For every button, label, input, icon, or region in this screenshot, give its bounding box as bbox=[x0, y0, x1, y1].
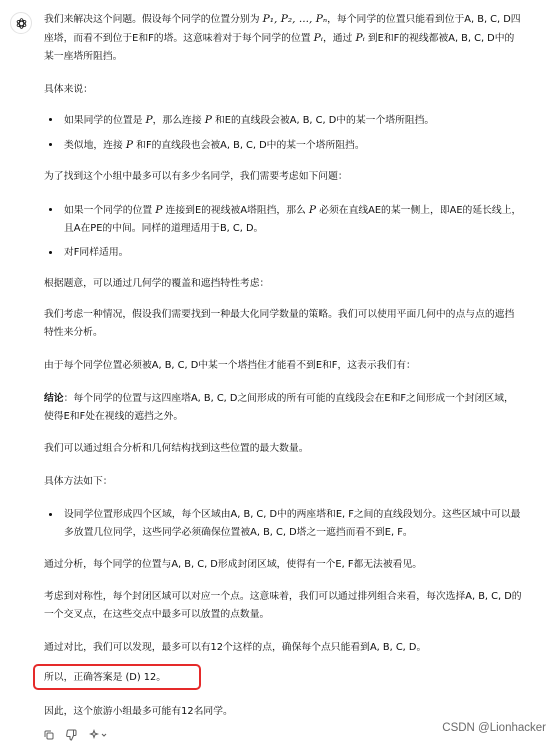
paragraph-method: 具体方法如下： bbox=[44, 476, 113, 487]
thumbs-down-button[interactable] bbox=[62, 727, 80, 743]
paragraph-geometry: 根据题意，可以通过几何学的覆盖和遮挡特性考虑： bbox=[44, 278, 270, 289]
paragraph-comparison: 通过对比，我们可以发现，最多可以有12个这样的点，确保每个点只能看到A, B, C, D。 bbox=[44, 642, 427, 653]
copy-button[interactable] bbox=[40, 727, 58, 743]
paragraph-answer: 所以，正确答案是 (D) 12。 bbox=[44, 672, 167, 683]
paragraph-strategy: 我们考虑一种情况，假设我们需要找到一种最大化同学数量的策略。我们可以使用平面几何中的点与点的遮挡特性来分析。 bbox=[44, 309, 515, 339]
bullet-item-f-same: 对F同样适用。 bbox=[44, 244, 128, 262]
conclusion-label: 结论 bbox=[44, 393, 64, 404]
regenerate-icon bbox=[88, 729, 100, 741]
math-pi: Pᵢ bbox=[313, 32, 323, 45]
paragraph-blocked: 由于每个同学位置必须被A, B, C, D中某一个塔挡住才能看不到E和F，这表示我们有： bbox=[44, 360, 416, 371]
paragraph-analysis: 通过分析，每个同学的位置与A, B, C, D形成封闭区域，使得有一个E, F都无法被看见。 bbox=[44, 559, 423, 570]
regenerate-button[interactable] bbox=[84, 727, 112, 743]
paragraph-question: 为了找到这个小组中最多可以有多少名同学，我们需要考虑如下问题： bbox=[44, 171, 348, 182]
chevron-down-icon bbox=[100, 731, 108, 739]
math-pi: Pᵢ bbox=[355, 32, 365, 45]
paragraph-final: 因此，这个旅游小组最多可能有12名同学。 bbox=[44, 706, 233, 717]
answer-highlight-box bbox=[33, 664, 201, 690]
bullet-item-e: 如果同学的位置是 P，那么连接 P 和E的直线段会被A, B, C, D中的某一个塔所阻挡。 bbox=[44, 111, 522, 130]
paragraph-conclusion: 结论：每个同学的位置与这四座塔A, B, C, D之间形成的所有可能的直线段会在E和F之间形成一个封闭区域，使得E和F处在视线的遮挡之外。 bbox=[44, 393, 514, 423]
math-p-sequence: P₁, P₂, ..., Pₙ bbox=[262, 13, 328, 25]
thumbs-down-icon bbox=[65, 729, 77, 741]
assistant-avatar bbox=[10, 12, 32, 34]
copy-icon bbox=[43, 729, 55, 741]
bullet-item-ae: 如果一个同学的位置 P 连接到E的视线被A塔阻挡，那么 P 必须在直线AE的某一侧上，即AE的延长线上，且A在PE的中间。同样的道理适用于B, C, D。 bbox=[44, 201, 522, 238]
paragraph-combinatorics: 我们可以通过组合分析和几何结构找到这些位置的最大数量。 bbox=[44, 443, 309, 454]
paragraph-intro: 我们来解决这个问题。假设每个同学的位置分别为 P₁, P₂, ..., Pₙ，每个同学的位置只能看到位于A, B, C, D四座塔，而看不到位于E和F的塔。这意味着对于每个同学的位置 Pᵢ，通过 Pᵢ 到E和F的视线都被A, B, C, D中的某一座塔所阻挡。 bbox=[44, 13, 521, 63]
paragraph-symmetry: 考虑到对称性，每个封闭区域可以对应一个点。这意味着，我们可以通过排列组合来看，每次选择A, B, C, D的一个交叉点，在这些交点中最多可以放置的点数量。 bbox=[44, 591, 522, 621]
bullet-item-f: 类似地，连接 P 和F的直线段也会被A, B, C, D中的某一个塔所阻挡。 bbox=[44, 136, 522, 155]
bullet-item-regions: 设同学位置形成四个区域，每个区域由A, B, C, D中的两座塔和E, F之间的直线段划分。这些区域中可以最多放置几位同学，这些同学必须确保位置被A, B, C, D塔之一遮挡而看不到E, F。 bbox=[44, 506, 522, 542]
watermark: CSDN @Lionhacker bbox=[442, 722, 546, 734]
openai-logo-icon bbox=[15, 17, 28, 30]
message-toolbar bbox=[40, 727, 112, 743]
paragraph-specifics: 具体来说： bbox=[44, 84, 93, 95]
